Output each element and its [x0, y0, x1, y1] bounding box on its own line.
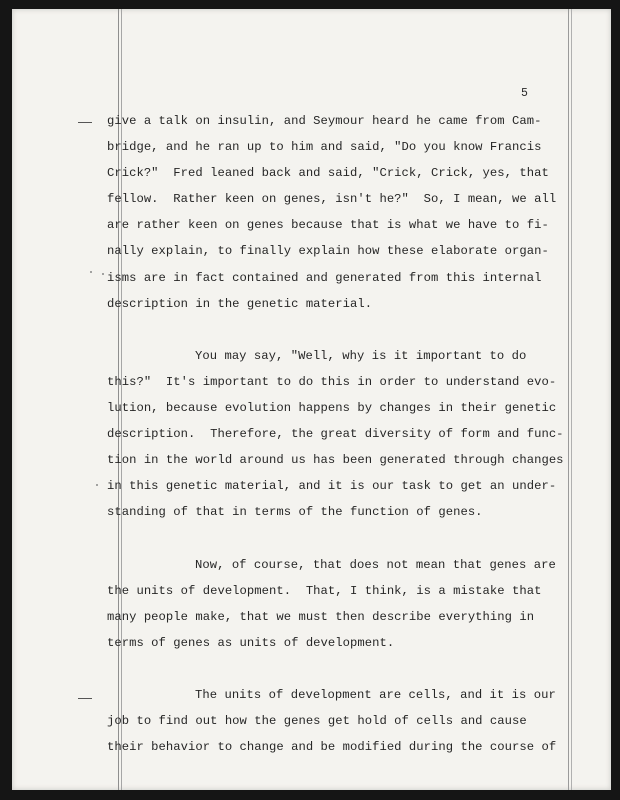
- text-line: give a talk on insulin, and Seymour heard he came from Cam-: [107, 114, 542, 128]
- paragraph: [107, 552, 556, 656]
- text-line: job to find out how the genes get hold of cells and cause: [107, 714, 527, 729]
- paragraph: [107, 682, 557, 760]
- text-line: You may say, "Well, why is it important to do: [195, 348, 527, 363]
- text-line: standing of that in terms of the function of genes.: [107, 505, 483, 520]
- text-line: in this genetic material, and it is our task to get an under-: [107, 479, 557, 494]
- hole-punch-mark-bottom: [78, 698, 92, 699]
- text-line: nally explain, to finally explain how these elaborate organ-: [107, 244, 549, 259]
- paper-speck: [102, 273, 104, 275]
- text-line: terms of genes as units of development.: [107, 635, 395, 650]
- right-margin-rule: [568, 9, 569, 790]
- text-line: description. Therefore, the great diversity of form and func-: [107, 427, 564, 442]
- right-margin-rule-inner: [571, 9, 572, 790]
- text-line: are rather keen on genes because that is what we have to fi-: [107, 218, 549, 233]
- paragraph: [107, 343, 564, 526]
- text-line: The units of development are cells, and it is our: [195, 688, 556, 703]
- text-line: many people make, that we must then describe everything in: [107, 609, 535, 624]
- text-line: description in the genetic material.: [107, 296, 373, 311]
- document-body-text: [107, 108, 564, 760]
- text-line: the units of development. That, I think, is a mistake that: [107, 583, 542, 598]
- paragraph-gap: [107, 317, 547, 343]
- text-line: Now, of course, that does not mean that genes are: [195, 557, 556, 572]
- text-line: this?" It's important to do this in order to understand evo-: [107, 374, 557, 389]
- text-line: their behavior to change and be modified during the course of: [107, 740, 557, 755]
- text-line: lution, because evolution happens by changes in their genetic: [107, 401, 557, 416]
- text-line: bridge, and he ran up to him and said, "Do you know Francis: [107, 140, 542, 155]
- paragraph-gap: [107, 526, 547, 552]
- hole-punch-mark-top: [78, 122, 92, 123]
- paragraph-gap: [107, 656, 547, 682]
- text-line: fellow. Rather keen on genes, isn't he?" So, I mean, we all: [107, 192, 557, 207]
- paragraph: [107, 108, 557, 317]
- text-line: isms are in fact contained and generated from this internal: [107, 270, 542, 285]
- paper-speck: [90, 271, 92, 273]
- text-line: Crick?" Fred leaned back and said, "Crick, Crick, yes, that: [107, 166, 549, 181]
- paper-speck: [96, 484, 98, 486]
- text-line: tion in the world around us has been generated through changes: [107, 453, 564, 468]
- page-number: 5: [521, 87, 528, 100]
